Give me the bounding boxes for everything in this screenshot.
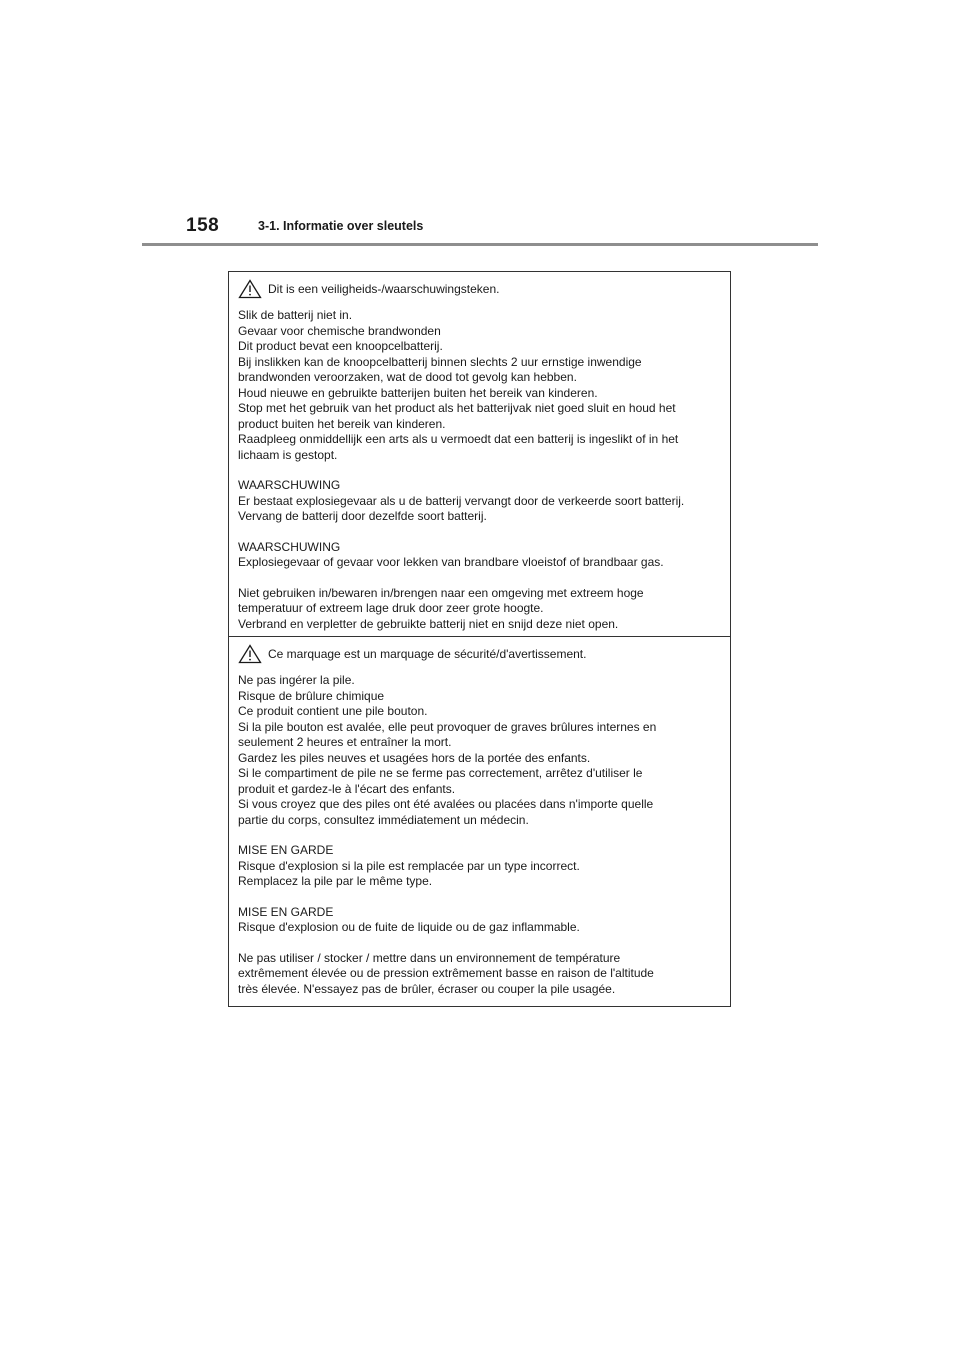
warning-triangle-icon xyxy=(238,279,262,299)
text-line: temperatuur of extreem lage druk door zeer grote hoogte. xyxy=(238,601,544,615)
text-line: brandwonden veroorzaken, wat de dood tot gevolg kan hebben. xyxy=(238,370,577,384)
text-line: Si la pile bouton est avalée, elle peut provoquer de graves brûlures internes en xyxy=(238,719,657,734)
text-line: Risque d'explosion si la pile est remplacée par un type incorrect. xyxy=(238,858,580,873)
section-title: 3-1. Informatie over sleutels xyxy=(258,219,424,233)
paragraph-explosion-replacement xyxy=(238,843,724,890)
paragraph-explosion-replacement xyxy=(238,478,724,525)
text-line: Ne pas utiliser / stocker / mettre dans un environnement de température xyxy=(238,950,621,965)
text-line: Ne pas ingérer la pile. xyxy=(238,673,355,687)
header-divider xyxy=(142,243,818,246)
text-line: MISE EN GARDE xyxy=(238,904,334,919)
text-line: Explosiegevaar of gevaar voor lekken van brandbare vloeistof of brandbaar gas. xyxy=(238,555,664,569)
text-line: MISE EN GARDE xyxy=(238,843,334,857)
text-line: lichaam is gestopt. xyxy=(238,447,338,462)
paragraph-ingestion-warning xyxy=(238,673,724,828)
text-line: Gardez les piles neuves et usagées hors de la portée des enfants. xyxy=(238,750,591,765)
text-line: Remplacez la pile par le même type. xyxy=(238,874,433,888)
text-line: Gevaar voor chemische brandwonden xyxy=(238,323,441,338)
text-line: Houd nieuwe en gebruikte batterijen buiten het bereik van kinderen. xyxy=(238,385,598,400)
page-number: 158 xyxy=(186,215,220,236)
warning-symbol-text: Ce marquage est un marquage de sécurité/d'avertissement. xyxy=(268,647,587,661)
text-line: Vervang de batterij door dezelfde soort batterij. xyxy=(238,509,487,523)
text-line: Verbrand en verpletter de gebruikte batterij niet en snijd deze niet open. xyxy=(238,616,619,631)
text-line: Dit product bevat een knoopcelbatterij. xyxy=(238,339,443,353)
paragraph-explosion-leak xyxy=(238,905,724,936)
text-line: Er bestaat explosiegevaar als u de batterij vervangt door de verkeerde soort batterij. xyxy=(238,493,685,508)
warning-symbol-line xyxy=(238,644,724,664)
paragraph-environment xyxy=(238,951,724,998)
text-line: Ce produit contient une pile bouton. xyxy=(238,704,428,718)
text-line: Si vous croyez que des piles ont été avalées ou placées dans n'importe quelle xyxy=(238,797,654,811)
text-line: extrêmement élevée ou de pression extrêmement basse en raison de l'altitude xyxy=(238,966,654,980)
paragraph-explosion-leak xyxy=(238,540,724,571)
warning-symbol-line xyxy=(238,279,724,299)
text-line: Raadpleeg onmiddellijk een arts als u vermoedt dat een batterij is ingeslikt of in het xyxy=(238,432,679,446)
text-line: Bij inslikken kan de knoopcelbatterij binnen slechts 2 uur ernstige inwendige xyxy=(238,354,642,369)
warning-section-dutch xyxy=(229,272,730,637)
warning-section-french xyxy=(229,637,730,1006)
warning-triangle-icon xyxy=(238,644,262,664)
text-line: seulement 2 heures et entraîner la mort. xyxy=(238,735,452,749)
text-line: partie du corps, consultez immédiatement un médecin. xyxy=(238,812,529,827)
text-line: Slik de batterij niet in. xyxy=(238,308,353,322)
text-line: Risque d'explosion ou de fuite de liquide ou de gaz inflammable. xyxy=(238,920,580,934)
warning-symbol-text: Dit is een veiligheids-/waarschuwingsteken. xyxy=(268,282,500,296)
text-line: Stop met het gebruik van het product als het batterijvak niet goed sluit en houd het xyxy=(238,401,676,415)
text-line: très élevée. N'essayez pas de brûler, écraser ou couper la pile usagée. xyxy=(238,981,616,996)
paragraph-ingestion-warning xyxy=(238,308,724,463)
text-line: WAARSCHUWING xyxy=(238,478,341,492)
battery-warning-panel xyxy=(228,271,731,1007)
text-line: product buiten het bereik van kinderen. xyxy=(238,416,446,431)
text-line: WAARSCHUWING xyxy=(238,539,341,554)
text-line: Si le compartiment de pile ne se ferme pas correctement, arrêtez d'utiliser le xyxy=(238,766,643,780)
paragraph-environment xyxy=(238,586,724,633)
text-line: Niet gebruiken in/bewaren in/brengen naar een omgeving met extreem hoge xyxy=(238,585,644,600)
text-line: Risque de brûlure chimique xyxy=(238,688,385,703)
text-line: produit et gardez-le à l'écart des enfants. xyxy=(238,781,456,796)
